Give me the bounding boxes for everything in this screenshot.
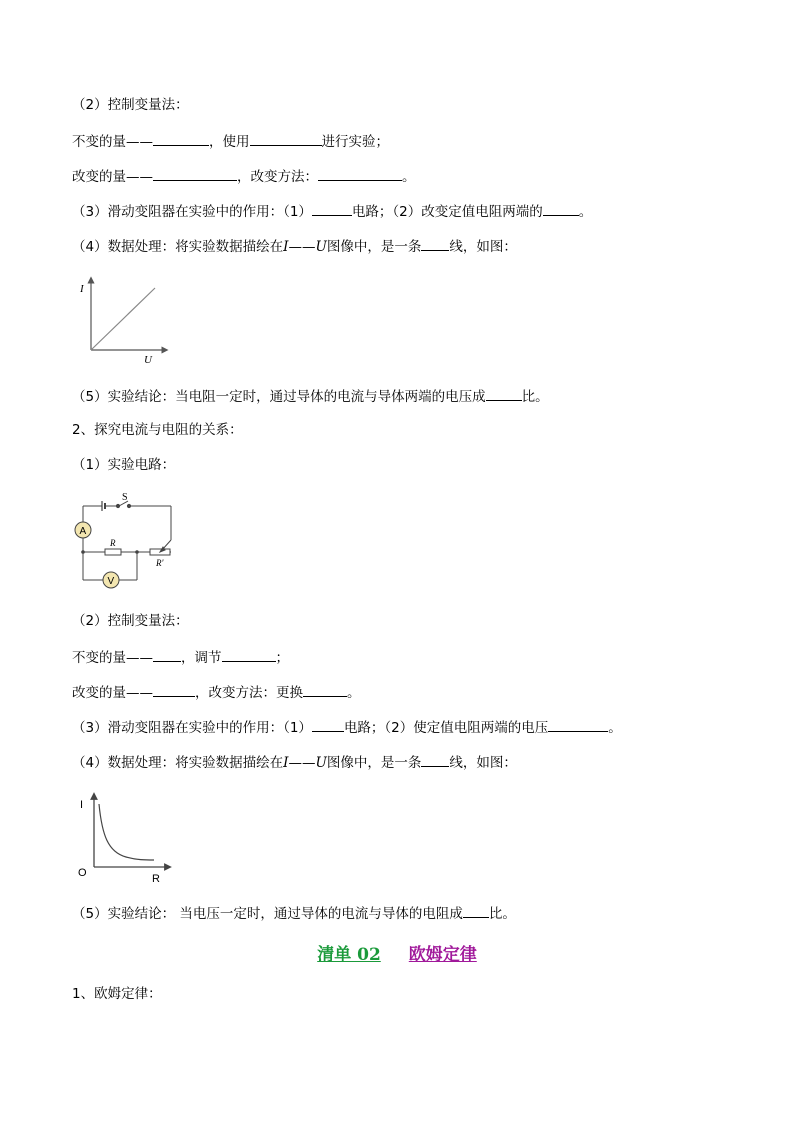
fill-blank[interactable] <box>303 682 347 697</box>
axis-label-u: U <box>144 354 152 366</box>
iu-linear-graph <box>75 272 175 368</box>
fill-blank[interactable] <box>421 236 449 251</box>
text-line: 改变的量—— ，改变方法： 。 <box>72 166 416 186</box>
fill-blank[interactable] <box>312 201 352 216</box>
text-line: （3）滑动变阻器在实验中的作用：（1） 电路；（2）使定值电阻两端的电压 。 <box>72 717 622 737</box>
fill-blank[interactable] <box>318 166 402 181</box>
text-line: （4）数据处理：将实验数据描绘在I——U图像中，是一条 线，如图： <box>72 236 517 256</box>
circuit-diagram <box>72 490 182 590</box>
text-line: （4）数据处理：将实验数据描绘在I——U图像中，是一条 线，如图： <box>72 752 517 772</box>
text-line: （2）控制变量法： <box>72 613 189 629</box>
resistor-label: R <box>110 538 116 548</box>
section-heading: 2、探究电流与电阻的关系： <box>72 422 243 438</box>
fill-blank[interactable] <box>153 131 209 146</box>
fill-blank[interactable] <box>312 717 344 732</box>
proportional-line <box>91 288 155 350</box>
section-number: 清单 02 <box>317 945 381 965</box>
fill-blank[interactable] <box>153 682 195 697</box>
axis-label-r: R <box>152 873 160 885</box>
fill-blank[interactable] <box>222 647 276 662</box>
text-line: （3）滑动变阻器在实验中的作用：（1） 电路；（2）改变定值电阻两端的 。 <box>72 201 592 221</box>
axis-label-i: I <box>80 799 84 811</box>
fill-blank[interactable] <box>153 647 181 662</box>
fill-blank[interactable] <box>486 386 522 401</box>
voltmeter-label: V <box>107 576 115 587</box>
fill-blank[interactable] <box>153 166 237 181</box>
fill-blank[interactable] <box>250 131 322 146</box>
text-line: （2）控制变量法： <box>72 97 189 113</box>
rheostat-label: R' <box>156 558 164 568</box>
section-title <box>0 940 794 965</box>
inverse-curve <box>99 804 154 860</box>
fill-blank[interactable] <box>463 903 489 918</box>
ammeter-label: A <box>79 526 87 537</box>
text-line: 不变的量—— ，调节 ； <box>72 647 289 667</box>
text-line: （1）实验电路： <box>72 457 176 473</box>
origin-label: O <box>78 867 87 879</box>
text-line: （5）实验结论：当电阻一定时，通过导体的电流与导体两端的电压成 比。 <box>72 386 549 406</box>
text-line: 不变的量—— ，使用 进行实验； <box>72 131 389 151</box>
switch-label: S <box>122 492 128 503</box>
text-line: （5）实验结论： 当电压一定时，通过导体的电流与导体的电阻成 比。 <box>72 903 516 923</box>
fill-blank[interactable] <box>543 201 579 216</box>
section-name: 欧姆定律 <box>408 945 477 965</box>
text-line: 改变的量—— ，改变方法：更换 。 <box>72 682 361 702</box>
section-heading: 1、欧姆定律： <box>72 986 162 1002</box>
fill-blank[interactable] <box>548 717 608 732</box>
fill-blank[interactable] <box>421 752 449 767</box>
axis-label-i: I <box>80 283 84 295</box>
ir-inverse-graph <box>74 790 174 886</box>
